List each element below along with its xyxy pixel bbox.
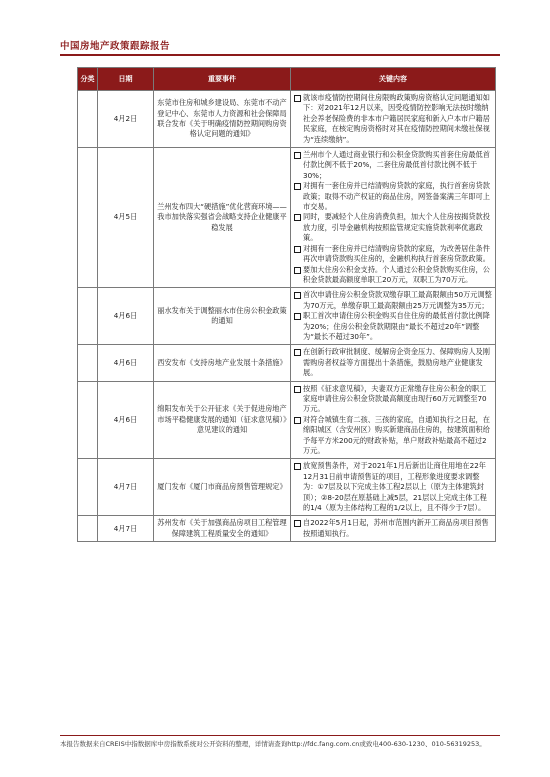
- checkbox-bullet-icon: [294, 313, 301, 320]
- policy-events-table: [77, 67, 496, 542]
- table-row: [78, 288, 496, 345]
- category-cell: [78, 91, 98, 148]
- event-cell: 苏州发布《关于加强商品房项目工程管理保障建筑工程质量安全的通知》: [154, 516, 291, 542]
- content-point: [294, 461, 492, 513]
- checkbox-bullet-icon: [294, 95, 301, 102]
- key-content-cell: [291, 148, 496, 288]
- checkbox-bullet-icon: [294, 246, 301, 253]
- footer-divider: [60, 735, 500, 736]
- content-point-text: 首次申请住房公积金贷款双缴存职工最高限额由50万元调整为70万元，单缴存职工最高限额由25万元调整为35万元；: [303, 290, 492, 310]
- content-point: [294, 415, 492, 457]
- date-cell: 4月6日: [98, 288, 154, 345]
- content-point-text: 按照《征求意见稿》，夫妻双方正常缴存住房公积金的职工家庭申请住房公积金贷款最高额度由现行60万元调整至70万元。: [303, 383, 487, 414]
- content-point: [294, 181, 492, 212]
- checkbox-bullet-icon: [294, 417, 301, 424]
- key-content-cell: [291, 516, 496, 542]
- key-content-cell: [291, 345, 496, 381]
- category-cell: [78, 459, 98, 516]
- date-cell: 4月6日: [98, 381, 154, 459]
- table-row: [78, 516, 496, 542]
- checkbox-bullet-icon: [294, 292, 301, 299]
- table-row: [78, 148, 496, 288]
- date-cell: 4月6日: [98, 345, 154, 381]
- table-row: [78, 345, 496, 381]
- content-point-text: 职工首次申请住房公积金购买自住住房的最低首付款比例降为20%；住房公积金贷款期限由“最长不超过20年”调整为“最长不超过30年”。: [303, 311, 490, 341]
- content-point-text: 自2022年5月1日起，苏州市范围内新开工商品房项目预售按照通知执行。: [303, 518, 489, 538]
- content-point-text: 同时，要减轻个人住房消费负担，加大个人住房按揭贷款投放力度，引导金融机构按照监管规定实施贷款利率优惠政策。: [303, 212, 490, 243]
- content-point: [294, 518, 492, 539]
- content-point-text: 对拥有一套住房并已结清购房贷款的家庭，为改善居住条件再次申请贷款购买住房的，金融机构执行首套房贷款政策。: [303, 243, 490, 264]
- content-point-text: 就该市疫情防控期间住房限购政策购房资格认定问题通知如下：对2021年12月以来，因受疫情防控影响无法按时缴纳社会养老保险费的非本市户籍居民家庭和新入户本市户籍居民家庭，在核定购房资格时对其在疫情防控期间未缴社保视为“连续缴纳”。: [303, 93, 490, 144]
- content-point: [294, 150, 492, 181]
- key-content-cell: [291, 288, 496, 345]
- table-row: [78, 381, 496, 459]
- column-header-event: 重要事件: [154, 68, 291, 91]
- column-header-date: 日期: [98, 68, 154, 91]
- content-point: [294, 212, 492, 243]
- table-row: [78, 91, 496, 148]
- category-cell: [78, 345, 98, 381]
- content-point: [294, 244, 492, 265]
- event-cell: 东莞市住房和城乡建设局、东莞市不动产登记中心、东莞市人力资源和社会保障局联合发布《关于明确疫情防控期间购房资格认定问题的通知》: [154, 91, 291, 148]
- category-cell: [78, 288, 98, 345]
- content-point-text: 要加大住房公积金支持。个人通过公积金贷款购买住房，公积金贷款最高额度单职工20万元，双职工为70万元。: [303, 264, 490, 284]
- checkbox-bullet-icon: [294, 214, 301, 221]
- content-point: [294, 311, 492, 342]
- content-point-text: 在创新行政审批制度、缓解房企资金压力、保障购房人及刚需购房者权益等方面提出十条措施，鼓励房地产业健康发展。: [303, 347, 490, 378]
- checkbox-bullet-icon: [294, 463, 301, 470]
- date-cell: 4月2日: [98, 91, 154, 148]
- content-point: [294, 290, 492, 311]
- content-point-text: 对符合城镇生育二孩、三孩的家庭，自通知执行之日起，在绵阳城区（含安州区）购买新建商品住房的，按建筑面积给予每平方米200元的财政补贴，单户财政补贴最高不超过2万元。: [303, 414, 490, 455]
- content-point-text: 对拥有一套住房并已结清购房贷款的家庭，执行首套房贷款政策；取得不动产权证的商品住房，网签备案满三年即可上市交易。: [303, 181, 490, 212]
- report-header: 中国房地产政策跟踪报告: [60, 41, 171, 52]
- category-cell: [78, 381, 98, 459]
- content-point-text: 放宽预售条件，对于2021年1月后新出让商住用地在22年12月31日前申请预售证的项目，工程形象进度要求调整为：①7层及以下完成主体工程2层以上（原为主体建筑封顶）；②8-20层在原基础上减5层，21层以上完成主体工程的1/4（原为主体结构工程的1/2以上，且不得少于7层）。: [303, 461, 487, 513]
- key-content-cell: [291, 459, 496, 516]
- content-point: [294, 384, 492, 415]
- key-content-cell: [291, 91, 496, 148]
- header-divider: [60, 54, 500, 56]
- category-cell: [78, 148, 98, 288]
- event-cell: 厦门发布《厦门市商品房预售管理规定》: [154, 459, 291, 516]
- date-cell: 4月7日: [98, 516, 154, 542]
- checkbox-bullet-icon: [294, 520, 301, 527]
- checkbox-bullet-icon: [294, 386, 301, 393]
- content-point-text: 兰州市个人通过商业银行和公积金贷款购买首套住房最低首付款比例不低于20%，二套住房最低首付款比例不低于30%；: [303, 150, 490, 180]
- content-point: [294, 93, 492, 145]
- checkbox-bullet-icon: [294, 349, 301, 356]
- content-point: [294, 265, 492, 286]
- category-cell: [78, 516, 98, 542]
- event-cell: 兰州发布四大“硬措施”优化营商环境——我市加快落实强省会战略支持企业健康平稳发展: [154, 148, 291, 288]
- checkbox-bullet-icon: [294, 152, 301, 159]
- table-row: [78, 459, 496, 516]
- column-header-content: 关键内容: [291, 68, 496, 91]
- table-header-row: [78, 68, 496, 91]
- event-cell: 绵阳发布关于公开征求《关于促进房地产市场平稳健康发展的通知（征求意见稿）》意见建议的通知: [154, 381, 291, 459]
- checkbox-bullet-icon: [294, 183, 301, 190]
- report-footer: 本报告数据来自CREIS中指数据库中房指数系统对公开资料的整理，详情请查询http://fdc.fang.com.cn或致电400-630-1230、010-56319253。: [60, 740, 486, 748]
- event-cell: 西安发布《支持房地产业发展十条措施》: [154, 345, 291, 381]
- column-header-category: 分类: [78, 68, 98, 91]
- content-point: [294, 347, 492, 378]
- key-content-cell: [291, 381, 496, 459]
- date-cell: 4月5日: [98, 148, 154, 288]
- checkbox-bullet-icon: [294, 267, 301, 274]
- event-cell: 丽水发布关于调整丽水市住房公积金政策的通知: [154, 288, 291, 345]
- date-cell: 4月7日: [98, 459, 154, 516]
